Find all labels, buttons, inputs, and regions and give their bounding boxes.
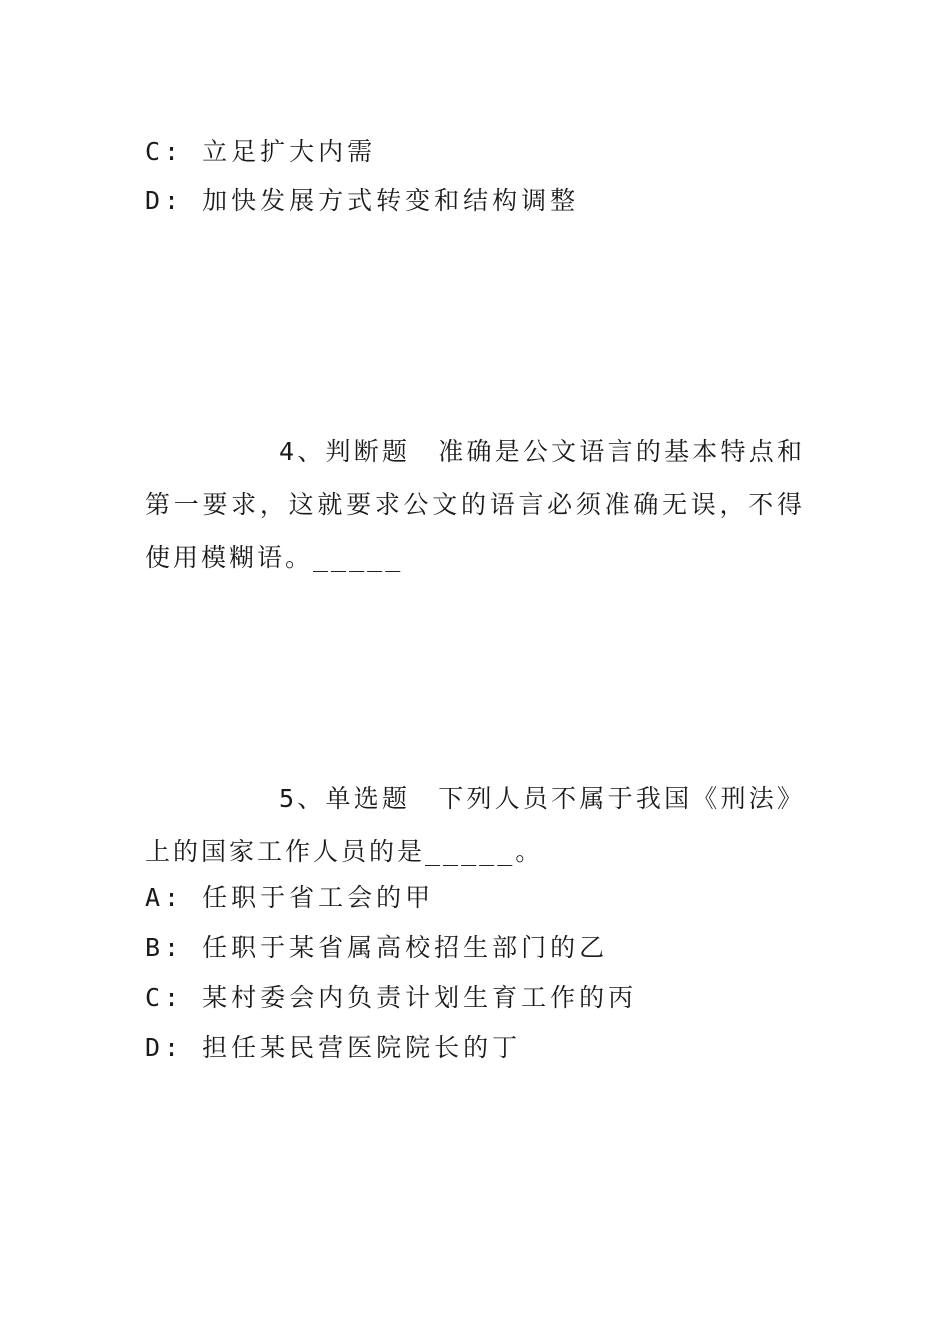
q4-text: 准确是公文语言的基本特点和第一要求，这就要求公文的语言必须准确无误，不得使用模糊语。_____	[145, 437, 805, 572]
q4-label: 4、判断题	[279, 437, 411, 466]
q5-option-a: A: 任职于省工会的甲	[145, 883, 435, 912]
q3-option-d: D: 加快发展方式转变和结构调整	[145, 186, 580, 215]
q5-question	[145, 772, 805, 878]
q5-option-c: C: 某村委会内负责计划生育工作的丙	[145, 983, 638, 1012]
q5-text: 下列人员不属于我国《刑法》上的国家工作人员的是_____。	[145, 784, 805, 866]
q5-label: 5、单选题	[279, 784, 411, 813]
q5-option-b: B: 任职于某省属高校招生部门的乙	[145, 933, 609, 962]
q5-option-d: D: 担任某民营医院院长的丁	[145, 1033, 522, 1062]
q3-option-c: C: 立足扩大内需	[145, 137, 377, 166]
q4-question	[145, 425, 805, 584]
